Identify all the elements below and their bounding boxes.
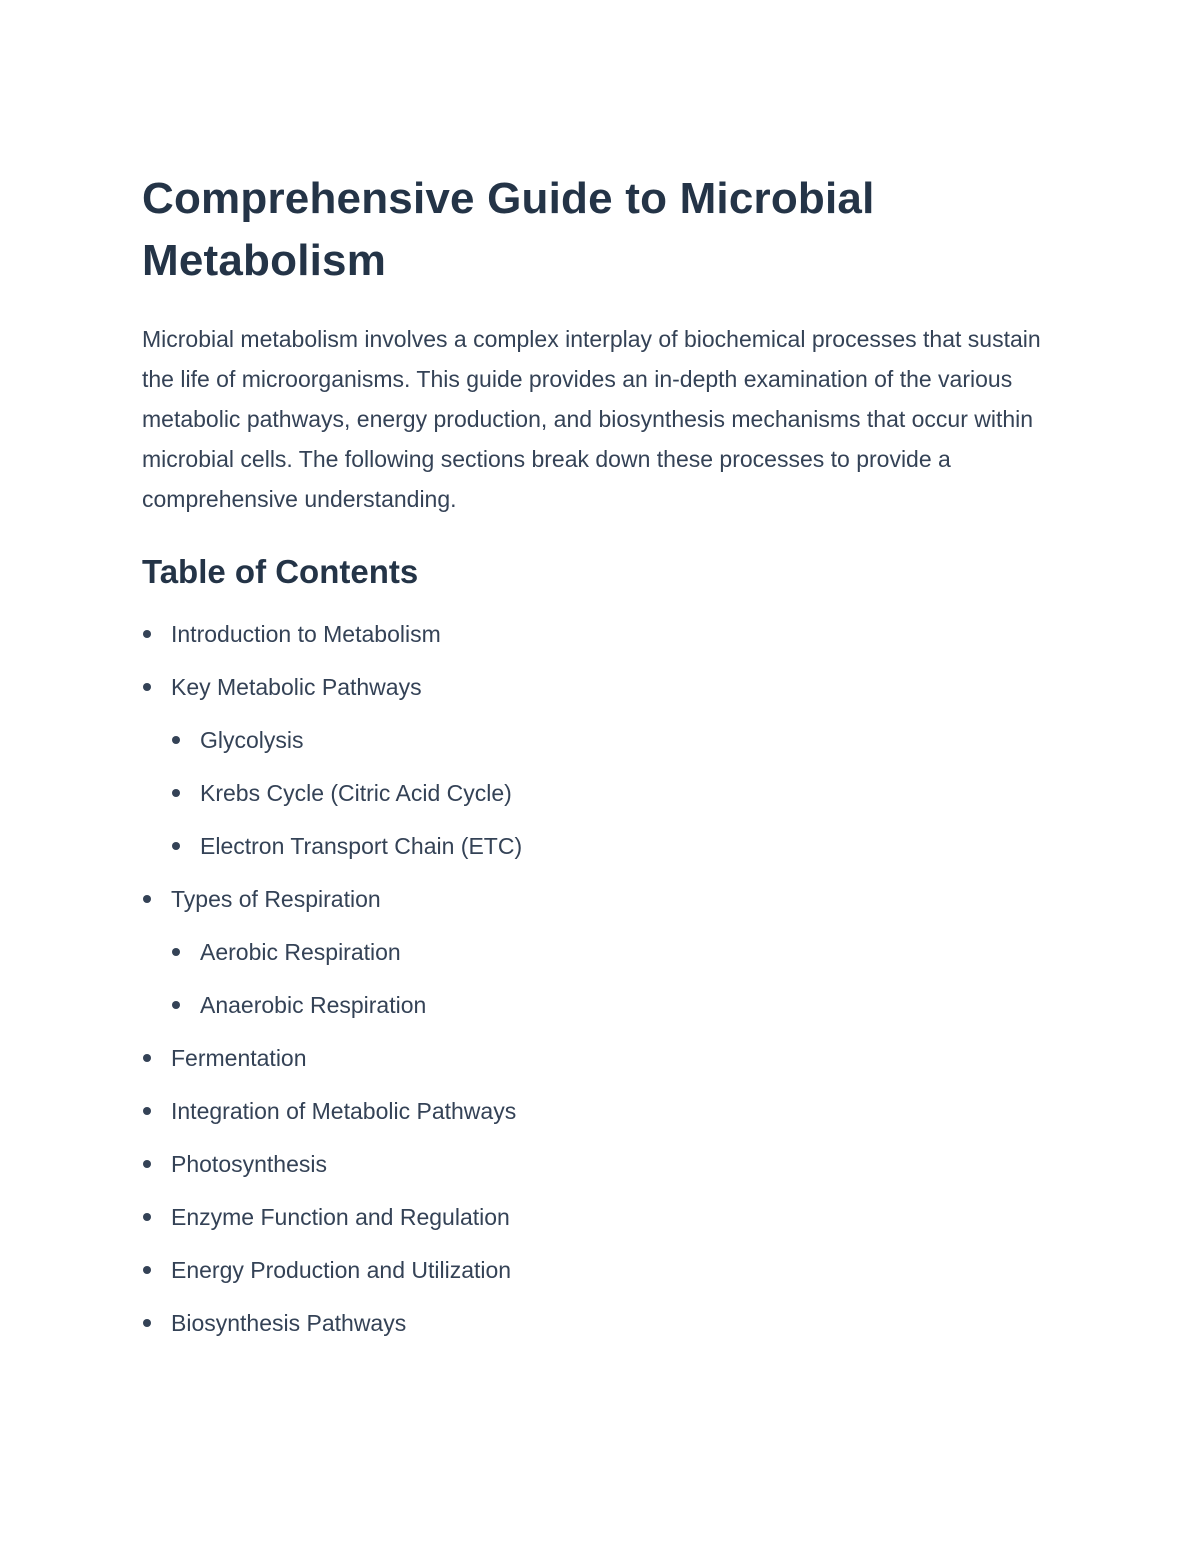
toc-item-label: Enzyme Function and Regulation bbox=[171, 1204, 510, 1230]
toc-item-label: Photosynthesis bbox=[171, 1151, 327, 1177]
toc-sublist bbox=[171, 932, 1042, 1025]
toc-subitem-aerobic-respiration[interactable] bbox=[171, 932, 1042, 972]
toc-item-label: Fermentation bbox=[171, 1045, 307, 1071]
toc-item-energy-production[interactable] bbox=[142, 1250, 1042, 1290]
toc-subitem-anaerobic-respiration[interactable] bbox=[171, 985, 1042, 1025]
toc-subitem-label: Aerobic Respiration bbox=[200, 939, 401, 965]
toc-subitem-label: Glycolysis bbox=[200, 727, 304, 753]
toc-subitem-electron-transport-chain[interactable] bbox=[171, 826, 1042, 866]
bullet-icon bbox=[143, 683, 151, 691]
document-title: Comprehensive Guide to Microbial Metabolism bbox=[142, 174, 875, 285]
toc-subitem-label: Krebs Cycle (Citric Acid Cycle) bbox=[200, 780, 512, 806]
toc-subitem-label: Electron Transport Chain (ETC) bbox=[200, 833, 523, 859]
toc-heading: Table of Contents bbox=[142, 553, 419, 590]
toc-item-fermentation[interactable] bbox=[142, 1038, 1042, 1078]
toc-sublist bbox=[171, 720, 1042, 866]
bullet-icon bbox=[143, 895, 151, 903]
bullet-icon bbox=[143, 1054, 151, 1062]
bullet-icon bbox=[143, 1319, 151, 1327]
toc-item-integration[interactable] bbox=[142, 1091, 1042, 1131]
intro-paragraph: Microbial metabolism involves a complex interplay of biochemical processes that sustain the life of microorganisms. This guide provides an in-depth examination of the various metabolic pathways, energy production, and biosynthesis mechanisms that occur within microbial cells. The following sections break down these processes to provide a comprehensive understanding. bbox=[142, 326, 1041, 512]
toc-item-label: Energy Production and Utilization bbox=[171, 1257, 512, 1283]
bullet-icon bbox=[143, 1213, 151, 1221]
toc-item-label: Key Metabolic Pathways bbox=[171, 674, 422, 700]
bullet-icon bbox=[143, 1160, 151, 1168]
toc-item-enzyme-function[interactable] bbox=[142, 1197, 1042, 1237]
toc-item-label: Integration of Metabolic Pathways bbox=[171, 1098, 517, 1124]
toc-item-key-metabolic-pathways[interactable] bbox=[142, 667, 1042, 866]
bullet-icon bbox=[172, 1001, 180, 1009]
toc-item-biosynthesis[interactable] bbox=[142, 1303, 1042, 1343]
toc-list bbox=[142, 614, 1042, 1343]
toc-subitem-krebs-cycle[interactable] bbox=[171, 773, 1042, 813]
bullet-icon bbox=[143, 630, 151, 638]
document-page bbox=[142, 168, 1042, 1356]
bullet-icon bbox=[172, 789, 180, 797]
bullet-icon bbox=[172, 948, 180, 956]
toc-item-photosynthesis[interactable] bbox=[142, 1144, 1042, 1184]
toc-item-types-of-respiration[interactable] bbox=[142, 879, 1042, 1025]
toc-subitem-glycolysis[interactable] bbox=[171, 720, 1042, 760]
bullet-icon bbox=[143, 1107, 151, 1115]
toc-item-label: Types of Respiration bbox=[171, 886, 381, 912]
bullet-icon bbox=[143, 1266, 151, 1274]
toc-item-label: Biosynthesis Pathways bbox=[171, 1310, 407, 1336]
toc-item-introduction[interactable] bbox=[142, 614, 1042, 654]
toc-subitem-label: Anaerobic Respiration bbox=[200, 992, 427, 1018]
bullet-icon bbox=[172, 842, 180, 850]
toc-item-label: Introduction to Metabolism bbox=[171, 621, 441, 647]
bullet-icon bbox=[172, 736, 180, 744]
